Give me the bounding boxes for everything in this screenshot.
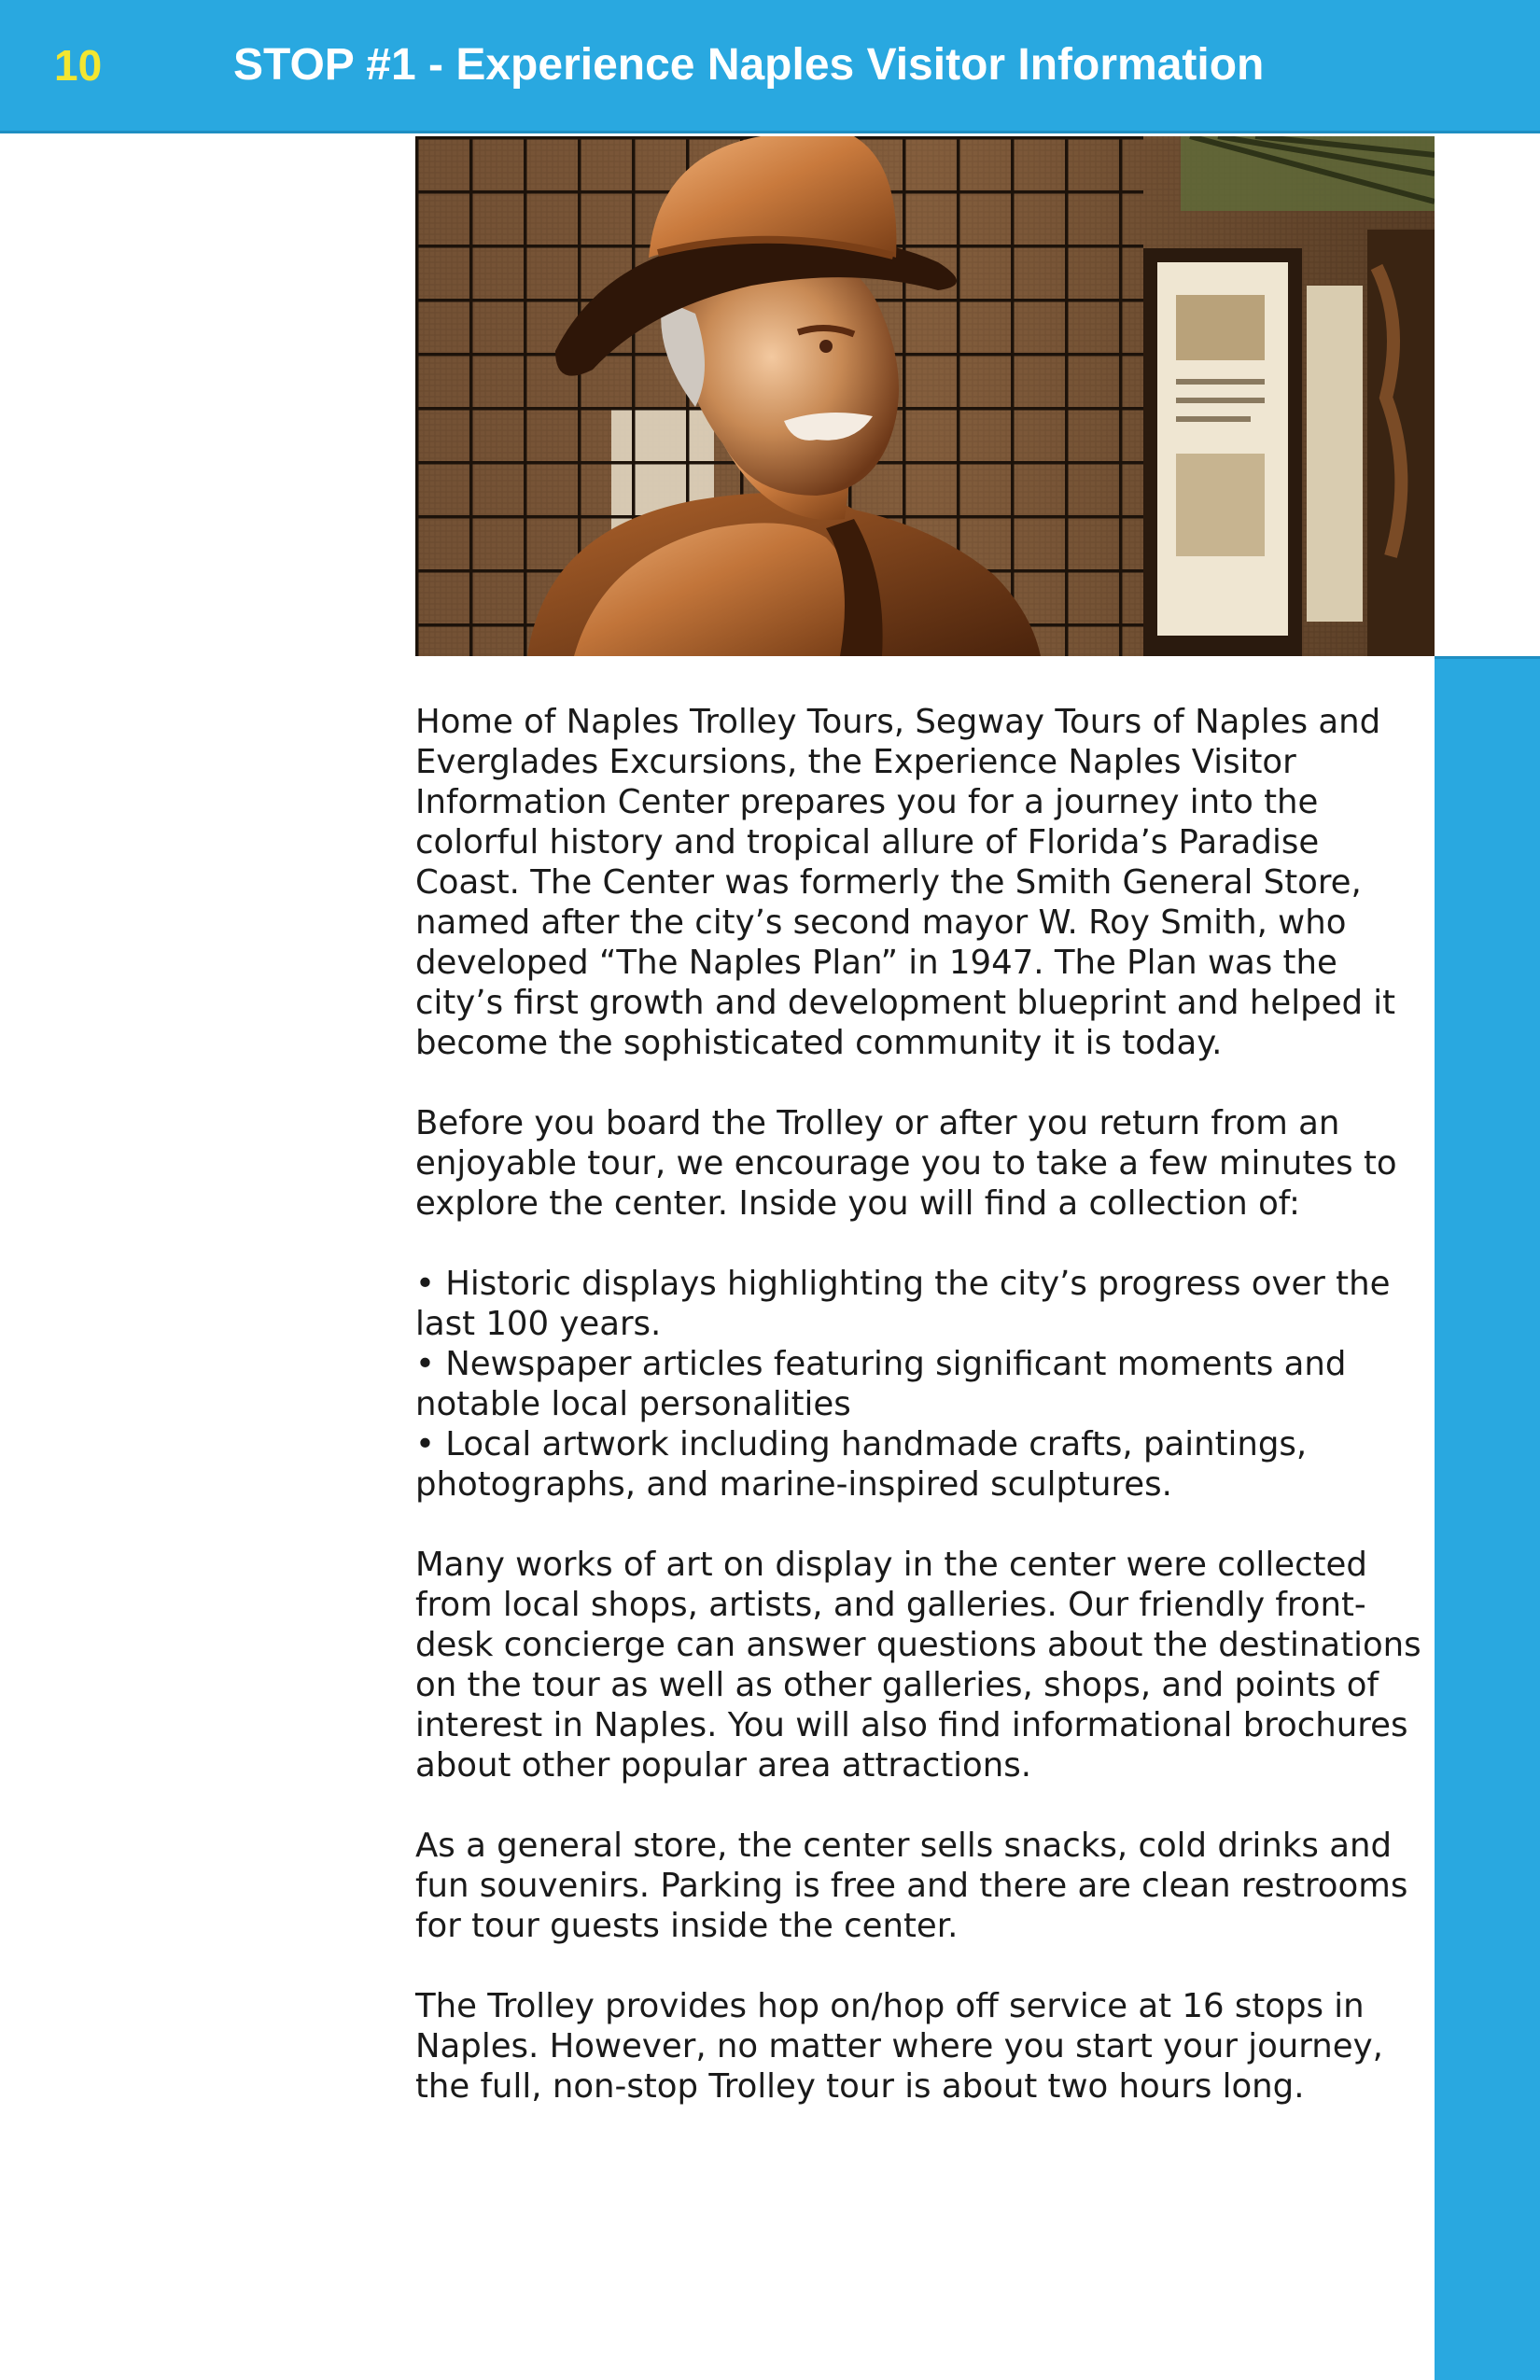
list-item: • Newspaper articles featuring significant moments and notable local personalities: [415, 1344, 1428, 1424]
side-stripe: [1435, 656, 1540, 2380]
paragraph-intro: Home of Naples Trolley Tours, Segway Tours of Naples and Everglades Excursions, the Experience Naples Visitor Information Center prepares you for a journey into the colorful history and tropical allure of Florida’s Paradise Coast. The Center was formerly the Smith General Store, named after the city’s second mayor W. Roy Smith, who developed “The Naples Plan” in 1947. The Plan was the city’s first growth and development blueprint and helped it become the sophisticated community it is today.: [415, 703, 1396, 1062]
list-item: • Historic displays highlighting the city’s progress over the last 100 years.: [415, 1264, 1428, 1344]
list-item: • Local artwork including handmade crafts, paintings, photographs, and marine-inspired sculptures.: [415, 1424, 1428, 1505]
header-bar: [0, 0, 1540, 133]
statue-photo-icon: [415, 136, 1435, 656]
paragraph-trolley: The Trolley provides hop on/hop off service at 16 stops in Naples. However, no matter where you start your journey, the full, non-stop Trolley tour is about two hours long.: [415, 1987, 1383, 2106]
paragraph-store: As a general store, the center sells snacks, cold drinks and fun souvenirs. Parking is free and there are clean restrooms for tour guests inside the center.: [415, 1827, 1408, 1945]
page-title: STOP #1 - Experience Naples Visitor Information: [233, 40, 1265, 90]
body-text: [415, 702, 1428, 2147]
page-number: 10: [54, 41, 103, 90]
paragraph-art: Many works of art on display in the center were collected from local shops, artists, and galleries. Our friendly front-desk concierge can answer questions about the destinations on the tour as well as other galleries, shops, and points of interest in Naples. You will also find informational brochures about other popular area attractions.: [415, 1546, 1421, 1785]
paragraph-explore: Before you board the Trolley or after you return from an enjoyable tour, we encourage you to take a few minutes to explore the center. Inside you will find a collection of:: [415, 1104, 1397, 1223]
statue-photo: [415, 136, 1435, 656]
collection-list: [415, 1264, 1428, 1505]
